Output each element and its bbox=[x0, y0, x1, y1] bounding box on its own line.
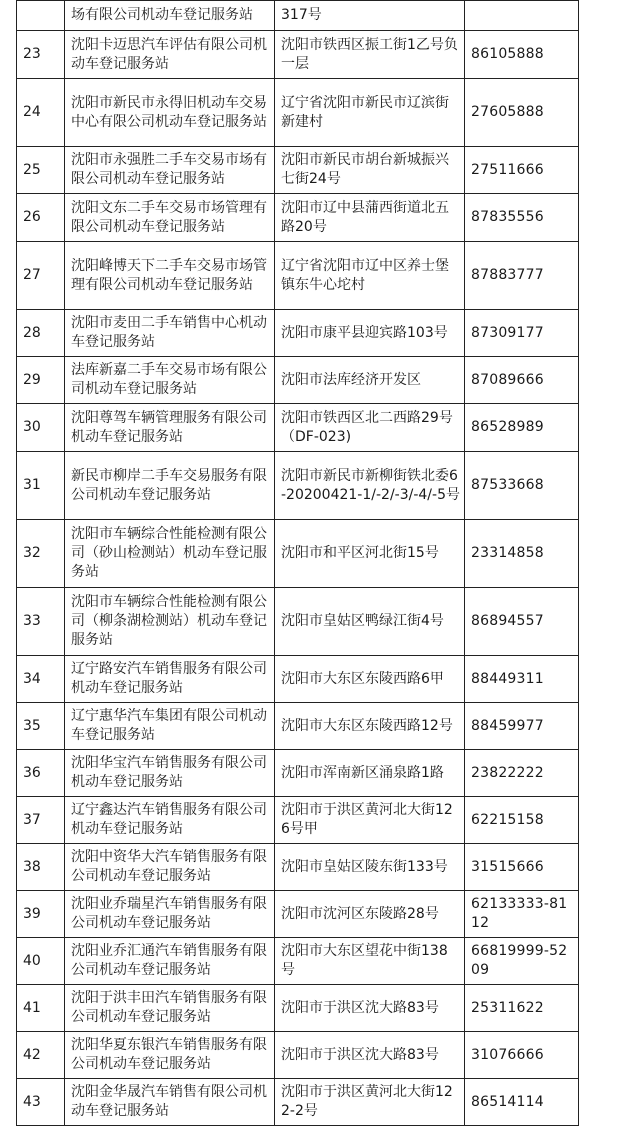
station-name-cell: 辽宁鑫达汽车销售服务有限公司机动车登记服务站 bbox=[65, 797, 275, 844]
station-name-cell: 沈阳文东二手车交易市场管理有限公司机动车登记服务站 bbox=[65, 194, 275, 242]
station-address-cell: 317号 bbox=[275, 1, 465, 31]
row-number-cell: 41 bbox=[17, 985, 65, 1032]
station-name-cell: 沈阳中资华大汽车销售服务有限公司机动车登记服务站 bbox=[65, 844, 275, 891]
station-phone-cell: 31515666 bbox=[465, 844, 579, 891]
station-phone-cell: 62133333-8112 bbox=[465, 891, 579, 938]
station-phone-cell: 31076666 bbox=[465, 1032, 579, 1079]
station-phone-cell: 25311622 bbox=[465, 985, 579, 1032]
station-phone-cell: 27511666 bbox=[465, 147, 579, 194]
table-row bbox=[17, 194, 579, 242]
station-phone-cell: 23822222 bbox=[465, 750, 579, 797]
station-address-cell: 沈阳市于洪区沈大路83号 bbox=[275, 985, 465, 1032]
station-name-cell: 沈阳卡迈思汽车评估有限公司机动车登记服务站 bbox=[65, 31, 275, 79]
station-phone-cell: 87089666 bbox=[465, 357, 579, 404]
station-phone-cell: 87835556 bbox=[465, 194, 579, 242]
station-address-cell: 辽宁省沈阳市辽中区养士堡镇东牛心坨村 bbox=[275, 242, 465, 310]
station-name-cell: 辽宁路安汽车销售服务有限公司机动车登记服务站 bbox=[65, 656, 275, 703]
table-row bbox=[17, 588, 579, 656]
station-name-cell: 沈阳市车辆综合性能检测有限公司（柳条湖检测站）机动车登记服务站 bbox=[65, 588, 275, 656]
table-row bbox=[17, 31, 579, 79]
station-name-cell: 新民市柳岸二手车交易服务有限公司机动车登记服务站 bbox=[65, 452, 275, 520]
station-address-cell: 沈阳市和平区河北街15号 bbox=[275, 520, 465, 588]
row-number-cell: 26 bbox=[17, 194, 65, 242]
table-row bbox=[17, 242, 579, 310]
station-address-cell: 沈阳市皇姑区鸭绿江街4号 bbox=[275, 588, 465, 656]
row-number-cell: 25 bbox=[17, 147, 65, 194]
station-name-cell: 沈阳尊驾车辆管理服务有限公司机动车登记服务站 bbox=[65, 404, 275, 452]
station-address-cell: 沈阳市铁西区北二西路29号（DF-023) bbox=[275, 404, 465, 452]
station-address-cell: 沈阳市康平县迎宾路103号 bbox=[275, 310, 465, 357]
station-phone-cell bbox=[465, 1, 579, 31]
row-number-cell bbox=[17, 1, 65, 31]
station-phone-cell: 86528989 bbox=[465, 404, 579, 452]
table-row bbox=[17, 891, 579, 938]
station-address-cell: 沈阳市于洪区黄河北大街122-2号 bbox=[275, 1079, 465, 1126]
table-body bbox=[17, 1, 579, 1126]
table-row bbox=[17, 1079, 579, 1126]
station-name-cell: 沈阳于洪丰田汽车销售服务有限公司机动车登记服务站 bbox=[65, 985, 275, 1032]
station-name-cell: 辽宁惠华汽车集团有限公司机动车登记服务站 bbox=[65, 703, 275, 750]
station-address-cell: 沈阳市沈河区东陵路28号 bbox=[275, 891, 465, 938]
station-name-cell: 沈阳市麦田二手车销售中心机动车登记服务站 bbox=[65, 310, 275, 357]
station-phone-cell: 87533668 bbox=[465, 452, 579, 520]
station-phone-cell: 87883777 bbox=[465, 242, 579, 310]
station-name-cell: 沈阳业乔汇通汽车销售服务有限公司机动车登记服务站 bbox=[65, 938, 275, 985]
station-name-cell: 沈阳峰博天下二手车交易市场管理有限公司机动车登记服务站 bbox=[65, 242, 275, 310]
station-phone-cell: 27605888 bbox=[465, 79, 579, 147]
row-number-cell: 43 bbox=[17, 1079, 65, 1126]
row-number-cell: 24 bbox=[17, 79, 65, 147]
station-address-cell: 沈阳市大东区东陵西路12号 bbox=[275, 703, 465, 750]
row-number-cell: 30 bbox=[17, 404, 65, 452]
station-name-cell: 法库新嘉二手车交易市场有限公司机动车登记服务站 bbox=[65, 357, 275, 404]
station-address-cell: 辽宁省沈阳市新民市辽滨街新建村 bbox=[275, 79, 465, 147]
station-phone-cell: 86514114 bbox=[465, 1079, 579, 1126]
station-name-cell: 沈阳金华晟汽车销售有限公司机动车登记服务站 bbox=[65, 1079, 275, 1126]
station-address-cell: 沈阳市大东区东陵西路6甲 bbox=[275, 656, 465, 703]
station-address-cell: 沈阳市大东区望花中街138号 bbox=[275, 938, 465, 985]
table-row bbox=[17, 310, 579, 357]
service-station-table bbox=[16, 0, 579, 1126]
station-phone-cell: 88459977 bbox=[465, 703, 579, 750]
table-row bbox=[17, 79, 579, 147]
station-name-cell: 沈阳华宝汽车销售服务有限公司机动车登记服务站 bbox=[65, 750, 275, 797]
station-address-cell: 沈阳市新民市新柳街铁北委6-20200421-1/-2/-3/-4/-5号 bbox=[275, 452, 465, 520]
row-number-cell: 33 bbox=[17, 588, 65, 656]
station-name-cell: 沈阳业乔瑞星汽车销售服务有限公司机动车登记服务站 bbox=[65, 891, 275, 938]
row-number-cell: 31 bbox=[17, 452, 65, 520]
row-number-cell: 36 bbox=[17, 750, 65, 797]
row-number-cell: 38 bbox=[17, 844, 65, 891]
row-number-cell: 23 bbox=[17, 31, 65, 79]
row-number-cell: 29 bbox=[17, 357, 65, 404]
station-phone-cell: 88449311 bbox=[465, 656, 579, 703]
row-number-cell: 37 bbox=[17, 797, 65, 844]
station-address-cell: 沈阳市辽中县蒲西街道北五路20号 bbox=[275, 194, 465, 242]
station-address-cell: 沈阳市皇姑区陵东街133号 bbox=[275, 844, 465, 891]
station-phone-cell: 87309177 bbox=[465, 310, 579, 357]
station-address-cell: 沈阳市浑南新区涌泉路1路 bbox=[275, 750, 465, 797]
station-name-cell: 沈阳市新民市永得旧机动车交易中心有限公司机动车登记服务站 bbox=[65, 79, 275, 147]
table-row bbox=[17, 750, 579, 797]
table-row bbox=[17, 452, 579, 520]
table-row bbox=[17, 147, 579, 194]
station-phone-cell: 86105888 bbox=[465, 31, 579, 79]
station-phone-cell: 66819999-5209 bbox=[465, 938, 579, 985]
row-number-cell: 42 bbox=[17, 1032, 65, 1079]
station-name-cell: 沈阳华夏东银汽车销售服务有限公司机动车登记服务站 bbox=[65, 1032, 275, 1079]
station-phone-cell: 62215158 bbox=[465, 797, 579, 844]
row-number-cell: 40 bbox=[17, 938, 65, 985]
station-address-cell: 沈阳市于洪区黄河北大街126号甲 bbox=[275, 797, 465, 844]
row-number-cell: 28 bbox=[17, 310, 65, 357]
table-row bbox=[17, 938, 579, 985]
station-phone-cell: 23314858 bbox=[465, 520, 579, 588]
table-row bbox=[17, 1, 579, 31]
station-name-cell: 沈阳市永强胜二手车交易市场有限公司机动车登记服务站 bbox=[65, 147, 275, 194]
table-row bbox=[17, 797, 579, 844]
table-row bbox=[17, 520, 579, 588]
row-number-cell: 34 bbox=[17, 656, 65, 703]
station-phone-cell: 86894557 bbox=[465, 588, 579, 656]
station-address-cell: 沈阳市铁西区振工街1乙号负一层 bbox=[275, 31, 465, 79]
station-address-cell: 沈阳市新民市胡台新城振兴七街24号 bbox=[275, 147, 465, 194]
row-number-cell: 35 bbox=[17, 703, 65, 750]
row-number-cell: 27 bbox=[17, 242, 65, 310]
station-address-cell: 沈阳市于洪区沈大路83号 bbox=[275, 1032, 465, 1079]
table-row bbox=[17, 357, 579, 404]
station-address-cell: 沈阳市法库经济开发区 bbox=[275, 357, 465, 404]
table-row bbox=[17, 656, 579, 703]
table-row bbox=[17, 404, 579, 452]
station-name-cell: 沈阳市车辆综合性能检测有限公司（砂山检测站）机动车登记服务站 bbox=[65, 520, 275, 588]
table-row bbox=[17, 985, 579, 1032]
row-number-cell: 39 bbox=[17, 891, 65, 938]
table-row bbox=[17, 703, 579, 750]
table-row bbox=[17, 1032, 579, 1079]
station-name-cell: 场有限公司机动车登记服务站 bbox=[65, 1, 275, 31]
row-number-cell: 32 bbox=[17, 520, 65, 588]
table-row bbox=[17, 844, 579, 891]
